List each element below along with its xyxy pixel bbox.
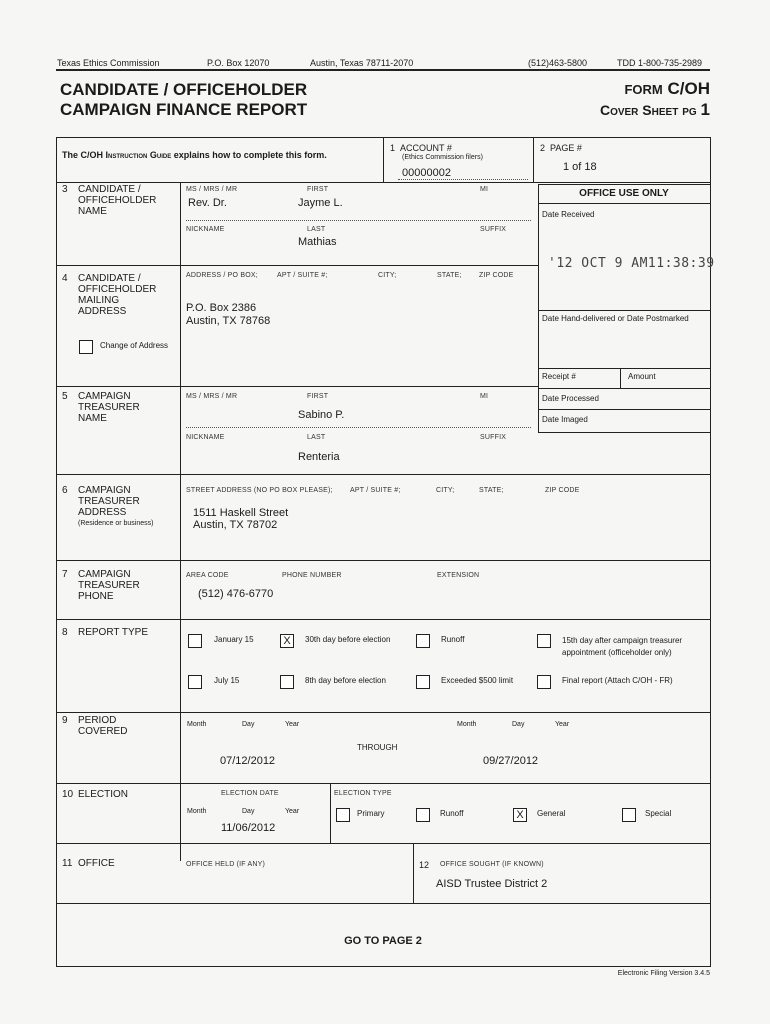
election-section-label: ELECTION — [78, 789, 129, 800]
version-label: Electronic Filing Version 3.4.5 — [617, 970, 710, 977]
report-january-label: January 15 — [214, 635, 254, 644]
election-day-label: Day — [242, 808, 255, 815]
treasurer-address-note: (Residence or business) — [78, 520, 154, 527]
report-exceeded-checkbox[interactable] — [416, 675, 430, 689]
office-use-title: OFFICE USE ONLY — [579, 188, 669, 199]
treasurer-street-label: STREET ADDRESS (NO PO BOX PLEASE); — [186, 487, 333, 494]
mailing-zip-label: ZIP CODE — [479, 272, 514, 279]
report-30th-day-checkbox[interactable]: X — [280, 634, 294, 648]
candidate-first-label: FIRST — [307, 186, 329, 193]
election-runoff-label: Runoff — [440, 809, 464, 818]
agency-city: Austin, Texas 78711-2070 — [310, 58, 414, 68]
report-type-section-num: 8 — [62, 627, 68, 638]
election-month-label: Month — [187, 808, 207, 815]
candidate-nickname-label: NICKNAME — [186, 226, 225, 233]
treasurer-phone-value: (512) 476-6770 — [198, 588, 274, 600]
report-july-label: July 15 — [214, 676, 240, 685]
report-30th-day-label: 30th day before election — [305, 635, 391, 644]
area-code-label: AREA CODE — [186, 572, 229, 579]
agency-po-box: P.O. Box 12070 — [207, 58, 270, 68]
receipt-label: Receipt # — [542, 372, 576, 381]
report-runoff-checkbox[interactable] — [416, 634, 430, 648]
report-exceeded-label: Exceeded $500 limit — [441, 676, 514, 685]
treasurer-suffix-label: SUFFIX — [480, 434, 507, 441]
date-processed-label: Date Processed — [542, 394, 599, 403]
office-sought-value: AISD Trustee District 2 — [436, 878, 548, 890]
date-imaged-label: Date Imaged — [542, 415, 588, 424]
candidate-mi-label: MI — [480, 186, 489, 193]
report-july-checkbox[interactable] — [188, 675, 202, 689]
candidate-ms-label: MS / MRS / MR — [186, 186, 238, 193]
hand-delivered-label: Date Hand-delivered or Date Postmarked — [542, 314, 689, 323]
period-section-label: PERIOD COVERED — [78, 715, 128, 737]
treasurer-address-value: 1511 Haskell Street Austin, TX 78702 — [193, 507, 289, 531]
election-special-label: Special — [645, 809, 672, 818]
treasurer-section-num: 5 — [62, 391, 68, 402]
agency-tdd: TDD 1-800-735-2989 — [617, 58, 703, 68]
account-number: 00000002 — [402, 167, 451, 179]
agency-name: Texas Ethics Commission — [57, 58, 160, 68]
election-primary-label: Primary — [357, 809, 385, 818]
candidate-prefix: Rev. Dr. — [188, 197, 227, 209]
period-section-num: 9 — [62, 715, 68, 726]
election-runoff-checkbox[interactable] — [416, 808, 430, 822]
go-to-page-2: GO TO PAGE 2 — [344, 935, 422, 947]
treasurer-address-section-label: CAMPAIGN TREASURER ADDRESS — [78, 485, 140, 518]
treasurer-section-label: CAMPAIGN TREASURER NAME — [78, 391, 140, 424]
treasurer-first-label: FIRST — [307, 393, 329, 400]
amount-label: Amount — [628, 372, 656, 381]
change-of-address-label: Change of Address — [100, 341, 169, 350]
treasurer-last-label: LAST — [307, 434, 326, 441]
treasurer-apt-label: APT / SUITE #; — [350, 487, 401, 494]
candidate-section-num: 3 — [62, 184, 68, 195]
office-section-num: 11 — [62, 858, 73, 869]
date-received-label: Date Received — [542, 210, 595, 219]
period-to-month-label: Month — [457, 721, 477, 728]
mailing-state-label: STATE; — [437, 272, 462, 279]
agency-phone: (512)463-5800 — [528, 58, 588, 68]
report-runoff-label: Runoff — [441, 635, 465, 644]
candidate-last-label: LAST — [307, 226, 326, 233]
account-label: 1 ACCOUNT # — [390, 143, 452, 153]
treasurer-ms-label: MS / MRS / MR — [186, 393, 238, 400]
period-from-year-label: Year — [285, 721, 300, 728]
candidate-suffix-label: SUFFIX — [480, 226, 507, 233]
mailing-apt-label: APT / SUITE #; — [277, 272, 328, 279]
treasurer-address-section-num: 6 — [62, 485, 68, 496]
change-of-address-checkbox[interactable] — [79, 340, 93, 354]
account-sublabel: (Ethics Commission filers) — [402, 154, 483, 161]
phone-number-label: PHONE NUMBER — [282, 572, 342, 579]
treasurer-last-name: Renteria — [298, 451, 340, 463]
office-sought-num: 12 — [419, 860, 430, 870]
office-held-label: OFFICE HELD (IF ANY) — [186, 861, 266, 868]
report-january-checkbox[interactable] — [188, 634, 202, 648]
candidate-section-label: CANDIDATE / OFFICEHOLDER NAME — [78, 184, 157, 217]
treasurer-phone-section-num: 7 — [62, 569, 68, 580]
election-primary-checkbox[interactable] — [336, 808, 350, 822]
report-final-checkbox[interactable] — [537, 675, 551, 689]
candidate-last-name: Mathias — [298, 236, 337, 248]
treasurer-first-name: Sabino P. — [298, 409, 345, 421]
report-15th-day-label: 15th day after campaign treasurer appointment (officeholder only) — [562, 636, 683, 657]
mailing-section-label: CANDIDATE / OFFICEHOLDER MAILING ADDRESS — [78, 273, 157, 317]
report-15th-day-checkbox[interactable] — [537, 634, 551, 648]
received-stamp: '12 OCT 9 AM11:38:39 — [548, 256, 715, 271]
office-sought-label: OFFICE SOUGHT (IF KNOWN) — [440, 861, 544, 868]
election-date-value: 11/06/2012 — [221, 822, 276, 834]
page-label: 2 PAGE # — [540, 143, 582, 153]
office-section-label: OFFICE — [78, 858, 115, 869]
election-general-label: General — [537, 809, 566, 818]
mailing-city-label: CITY; — [378, 272, 397, 279]
report-final-label: Final report (Attach C/OH - FR) — [562, 676, 673, 685]
page-number: 1 of 18 — [563, 161, 597, 173]
election-general-checkbox[interactable]: X — [513, 808, 527, 822]
treasurer-zip-label: ZIP CODE — [545, 487, 580, 494]
period-from-day-label: Day — [242, 721, 255, 728]
treasurer-city-label: CITY; — [436, 487, 455, 494]
election-section-num: 10 — [62, 789, 74, 800]
election-special-checkbox[interactable] — [622, 808, 636, 822]
treasurer-state-label: STATE; — [479, 487, 504, 494]
mailing-address-value: P.O. Box 2386 Austin, TX 78768 — [186, 302, 271, 327]
treasurer-phone-section-label: CAMPAIGN TREASURER PHONE — [78, 569, 140, 602]
candidate-first-name: Jayme L. — [298, 197, 343, 209]
treasurer-nickname-label: NICKNAME — [186, 434, 225, 441]
form-code: FORM C/OH Cover Sheet pg 1 — [599, 79, 710, 119]
election-year-label: Year — [285, 808, 300, 815]
period-to-year-label: Year — [555, 721, 570, 728]
report-type-section-label: REPORT TYPE — [78, 627, 149, 638]
extension-label: EXTENSION — [437, 572, 480, 579]
instruction-text: The C/OH Instruction Guide explains how to complete this form. — [62, 150, 327, 160]
mailing-section-num: 4 — [62, 273, 68, 284]
election-date-label: ELECTION DATE — [221, 790, 279, 797]
period-end-date: 09/27/2012 — [483, 755, 539, 767]
form-title: CANDIDATE / OFFICEHOLDER CAMPAIGN FINANCE REPORT — [60, 80, 308, 119]
period-through-label: THROUGH — [357, 743, 398, 752]
mailing-address-label: ADDRESS / PO BOX; — [186, 272, 258, 279]
period-to-day-label: Day — [512, 721, 525, 728]
report-8th-day-checkbox[interactable] — [280, 675, 294, 689]
treasurer-mi-label: MI — [480, 393, 489, 400]
period-start-date: 07/12/2012 — [220, 755, 276, 767]
report-8th-day-label: 8th day before election — [305, 676, 386, 685]
period-from-month-label: Month — [187, 721, 207, 728]
election-type-label: ELECTION TYPE — [334, 790, 392, 797]
